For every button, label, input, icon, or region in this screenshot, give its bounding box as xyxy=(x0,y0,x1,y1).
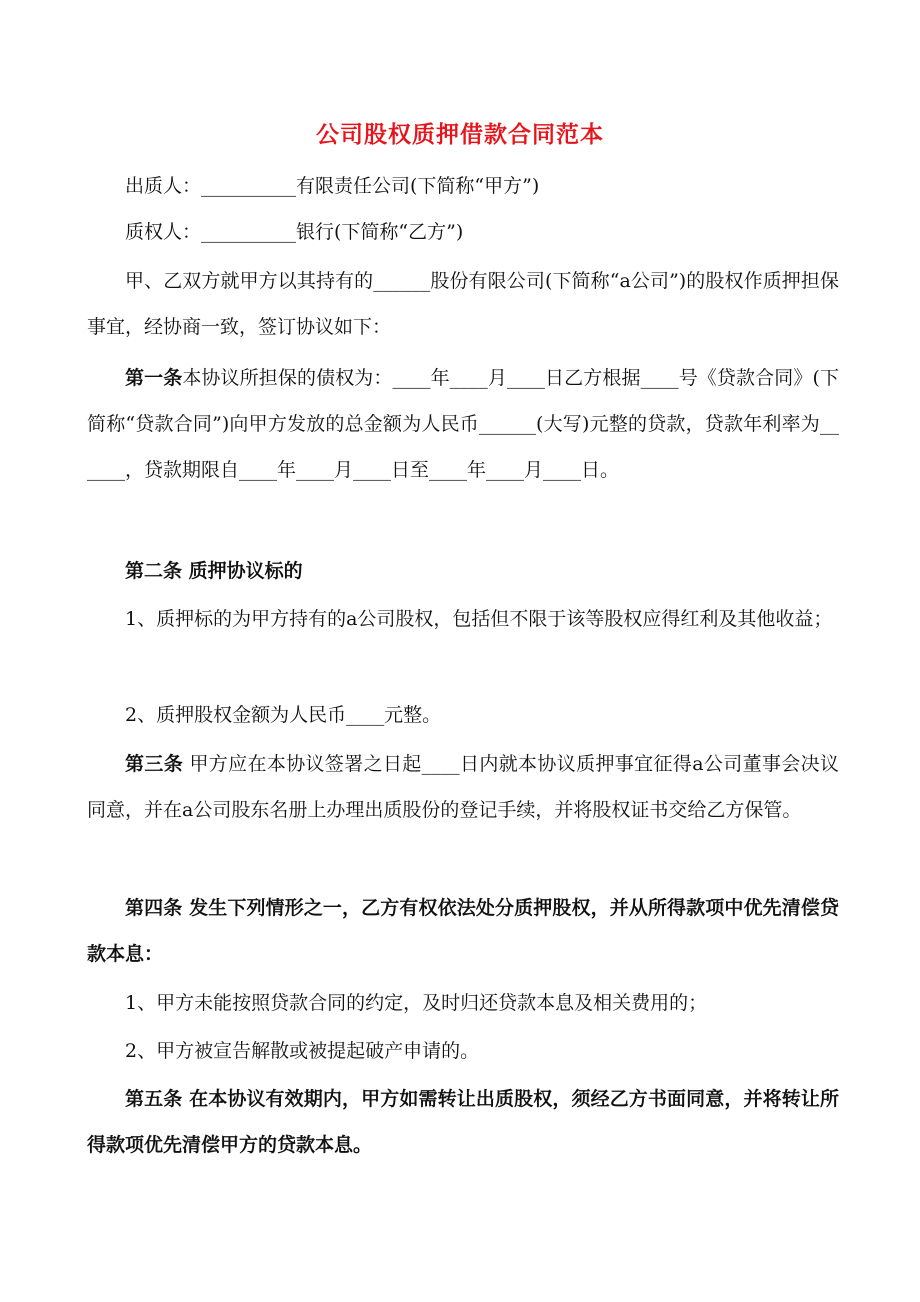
article-5: 第五条 在本协议有效期内，甲方如需转让出质股权，须经乙方书面同意，并将转让所得款项优先清偿甲方的贷款本息。 xyxy=(87,1088,839,1156)
article-4: 第四条 发生下列情形之一，乙方有权依法处分质押股权，并从所得款项中优先清偿贷款本息： xyxy=(87,897,839,965)
document-title: 公司股权质押借款合同范本 xyxy=(316,122,604,148)
article-2-heading: 第二条 质押协议标的 xyxy=(125,560,303,582)
pledgor-line: 出质人：__________有限责任公司(下简称“甲方”) xyxy=(125,175,540,197)
intro-paragraph: 甲、乙双方就甲方以其持有的______股份有限公司(下简称“a公司”)的股权作质押担保事宜，经协商一致，签订协议如下： xyxy=(87,270,839,338)
article-1-text: 本协议所担保的债权为：____年____月____日乙方根据____号《贷款合同》(下简称“贷款合同”)向甲方发放的总金额为人民币______(大写)元整的贷款，贷款年利率为______，贷款期限自____年____月____日至____年____月____日。 xyxy=(87,367,839,481)
article-2-item-1: 1、质押标的为甲方持有的a公司股权，包括但不限于该等股权应得红利及其他收益； xyxy=(125,608,833,630)
article-2-item-2: 2、质押股权金额为人民币____元整。 xyxy=(125,704,442,726)
article-3-text: 甲方应在本协议签署之日起____日内就本协议质押事宜征得a公司董事会决议同意，并在a公司股东名册上办理出质股份的登记手续，并将股权证书交给乙方保管。 xyxy=(87,753,839,821)
article-1-label: 第一条 xyxy=(125,367,183,389)
article-3-label: 第三条 xyxy=(125,753,184,775)
article-4-item-2: 2、甲方被宣告解散或被提起破产申请的。 xyxy=(125,1040,480,1062)
pledgee-line: 质权人：__________银行(下简称“乙方”) xyxy=(125,221,464,243)
article-4-item-1: 1、甲方未能按照贷款合同的约定，及时归还贷款本息及相关费用的； xyxy=(125,992,708,1014)
article-1 xyxy=(87,355,839,493)
article-3 xyxy=(87,741,839,833)
